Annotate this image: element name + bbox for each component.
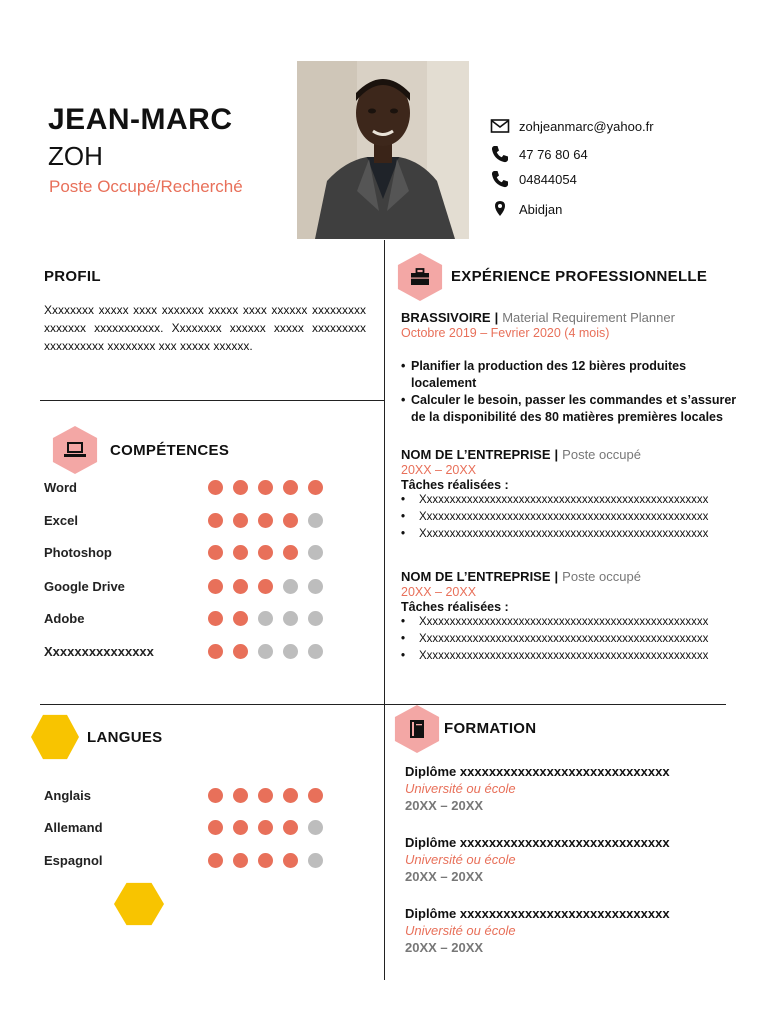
job-header [401,310,741,325]
competences-title: COMPÉTENCES [110,442,230,459]
profile-photo [297,61,469,239]
skill-row [44,608,334,628]
language-row [44,785,334,805]
education-school: Université ou école [405,852,516,867]
skill-rating [208,644,333,659]
rating-dot-filled [233,788,248,803]
first-name: JEAN-MARC [48,103,233,136]
rating-dot-filled [283,480,298,495]
contact-city-text: Abidjan [519,201,563,217]
job-bullet: • Calculer le besoin, passer les commandes et s’assurer de la disponibilité des 80 matières premières locales [401,392,741,426]
skill-name: Xxxxxxxxxxxxxxx [44,643,154,659]
rating-dot-filled [283,545,298,560]
rating-dot-empty [283,579,298,594]
contact-email[interactable] [490,116,654,136]
job-separator: | [554,447,559,462]
contact-phone-2[interactable] [490,169,577,189]
skill-row [44,576,334,596]
rating-dot-filled [258,513,273,528]
language-rating [208,853,333,868]
rating-dot-empty [308,853,323,868]
tasks-label: Tâches réalisées : [401,478,509,492]
language-name: Anglais [44,787,91,803]
rating-dot-empty [308,545,323,560]
skill-rating [208,611,333,626]
profile-photo-illustration [297,61,469,239]
task-item: • Xxxxxxxxxxxxxxxxxxxxxxxxxxxxxxxxxxxxxxxxxxxxxxxxxx [401,648,741,665]
experience-hex [396,253,444,301]
education-years: 20XX – 20XX [405,869,484,884]
rating-dot-empty [258,611,273,626]
education-years: 20XX – 20XX [405,798,484,813]
formation-title: FORMATION [444,720,537,737]
job-entry [401,447,741,543]
contact-phone-1[interactable] [490,144,588,164]
profil-text: Xxxxxxxx xxxxx xxxx xxxxxxx xxxxx xxxx xxxxxx xxxxxxxxx xxxxxxx xxxxxxxxxxx. Xxxxxxxx xxxxxx xxxxx xxxxxxxxx xxxxxxxxxx xxxxxxxx xxx xxxxx xxxxxx. [44,303,366,353]
education-entry [405,835,725,884]
task-item: • Xxxxxxxxxxxxxxxxxxxxxxxxxxxxxxxxxxxxxxxxxxxxxxxxxx [401,492,741,509]
phone-icon [490,144,510,164]
langues-hex [31,713,79,761]
profil-title: PROFIL [44,268,101,285]
rating-dot-filled [283,788,298,803]
rating-dot-filled [208,853,223,868]
language-rating [208,788,333,803]
phone-icon [490,169,510,189]
contact-email-text: zohjeanmarc@yahoo.fr [519,118,654,134]
skill-rating [208,513,333,528]
skill-row [44,510,334,530]
job-header [401,569,741,584]
tasks-label: Tâches réalisées : [401,600,509,614]
rating-dot-filled [208,820,223,835]
rating-dot-empty [308,611,323,626]
job-role: Material Requirement Planner [502,310,675,325]
envelope-icon [490,116,510,136]
rating-dot-filled [233,611,248,626]
rating-dot-filled [308,788,323,803]
education-diploma: Diplôme xxxxxxxxxxxxxxxxxxxxxxxxxxxxx [405,764,670,779]
rating-dot-filled [258,788,273,803]
task-list [401,492,741,543]
education-school: Université ou école [405,923,516,938]
rating-dot-filled [283,513,298,528]
langues-title: LANGUES [87,729,163,746]
divider-profil [40,400,384,401]
rating-dot-empty [258,644,273,659]
job-bullets [401,358,741,426]
education-entry [405,764,725,813]
rating-dot-filled [283,853,298,868]
decorative-hexagon [114,881,164,927]
rating-dot-filled [233,513,248,528]
skill-rating [208,480,333,495]
rating-dot-filled [258,853,273,868]
rating-dot-filled [283,820,298,835]
language-row [44,850,334,870]
rating-dot-filled [258,579,273,594]
rating-dot-filled [208,513,223,528]
rating-dot-filled [308,480,323,495]
rating-dot-empty [308,820,323,835]
contact-phone-2-text: 04844054 [519,171,577,187]
formation-hex [393,705,441,753]
rating-dot-filled [233,820,248,835]
task-list [401,614,741,665]
skill-name: Photoshop [44,544,112,560]
last-name: ZOH [48,141,103,171]
skill-rating [208,545,333,560]
skill-name: Google Drive [44,578,125,594]
laptop-icon [64,441,86,459]
job-entry [401,310,741,426]
job-bullet: • Planifier la production des 12 bières produites localement [401,358,741,392]
contact-phone-1-text: 47 76 80 64 [519,146,588,162]
vertical-divider [384,240,385,980]
education-school: Université ou école [405,781,516,796]
job-separator: | [554,569,559,584]
book-icon [408,719,426,739]
divider-bottom [40,704,726,705]
skill-name: Excel [44,512,78,528]
job-company: BRASSIVOIRE [401,310,491,325]
job-header [401,447,741,462]
education-diploma: Diplôme xxxxxxxxxxxxxxxxxxxxxxxxxxxxx [405,835,670,850]
skill-name: Adobe [44,610,85,626]
rating-dot-empty [283,644,298,659]
rating-dot-empty [308,579,323,594]
rating-dot-filled [208,644,223,659]
job-company: NOM DE L’ENTREPRISE [401,569,551,584]
rating-dot-filled [233,579,248,594]
job-dates: 20XX – 20XX [401,585,477,599]
task-item: • Xxxxxxxxxxxxxxxxxxxxxxxxxxxxxxxxxxxxxxxxxxxxxxxxxx [401,509,741,526]
job-separator: | [494,310,499,325]
education-years: 20XX – 20XX [405,940,484,955]
language-rating [208,820,333,835]
rating-dot-filled [233,480,248,495]
skill-row [44,542,334,562]
education-entry [405,906,725,955]
task-item: • Xxxxxxxxxxxxxxxxxxxxxxxxxxxxxxxxxxxxxxxxxxxxxxxxxx [401,526,741,543]
contact-city [490,199,562,219]
language-row [44,817,334,837]
rating-dot-filled [208,545,223,560]
rating-dot-filled [208,579,223,594]
job-role: Poste occupé [562,447,641,462]
task-item: • Xxxxxxxxxxxxxxxxxxxxxxxxxxxxxxxxxxxxxxxxxxxxxxxxxx [401,631,741,648]
location-pin-icon [490,199,510,219]
task-item: • Xxxxxxxxxxxxxxxxxxxxxxxxxxxxxxxxxxxxxxxxxxxxxxxxxx [401,614,741,631]
job-role: Poste occupé [562,569,641,584]
rating-dot-filled [233,644,248,659]
education-diploma: Diplôme xxxxxxxxxxxxxxxxxxxxxxxxxxxxx [405,906,670,921]
job-dates: Octobre 2019 – Fevrier 2020 (4 mois) [401,326,610,340]
language-name: Espagnol [44,852,103,868]
rating-dot-filled [208,480,223,495]
rating-dot-filled [233,853,248,868]
rating-dot-filled [258,820,273,835]
job-entry [401,569,741,665]
rating-dot-empty [308,644,323,659]
skill-name: Word [44,479,77,495]
rating-dot-empty [283,611,298,626]
language-name: Allemand [44,819,103,835]
briefcase-icon [410,268,430,286]
job-title: Poste Occupé/Recherché [49,177,243,196]
job-dates: 20XX – 20XX [401,463,477,477]
rating-dot-filled [233,545,248,560]
skill-row [44,641,334,661]
skill-row [44,477,334,497]
rating-dot-empty [308,513,323,528]
competences-hex [51,426,99,474]
job-company: NOM DE L’ENTREPRISE [401,447,551,462]
experience-title: EXPÉRIENCE PROFESSIONNELLE [451,268,708,285]
skill-rating [208,579,333,594]
rating-dot-filled [208,788,223,803]
rating-dot-filled [258,545,273,560]
rating-dot-filled [208,611,223,626]
rating-dot-filled [258,480,273,495]
